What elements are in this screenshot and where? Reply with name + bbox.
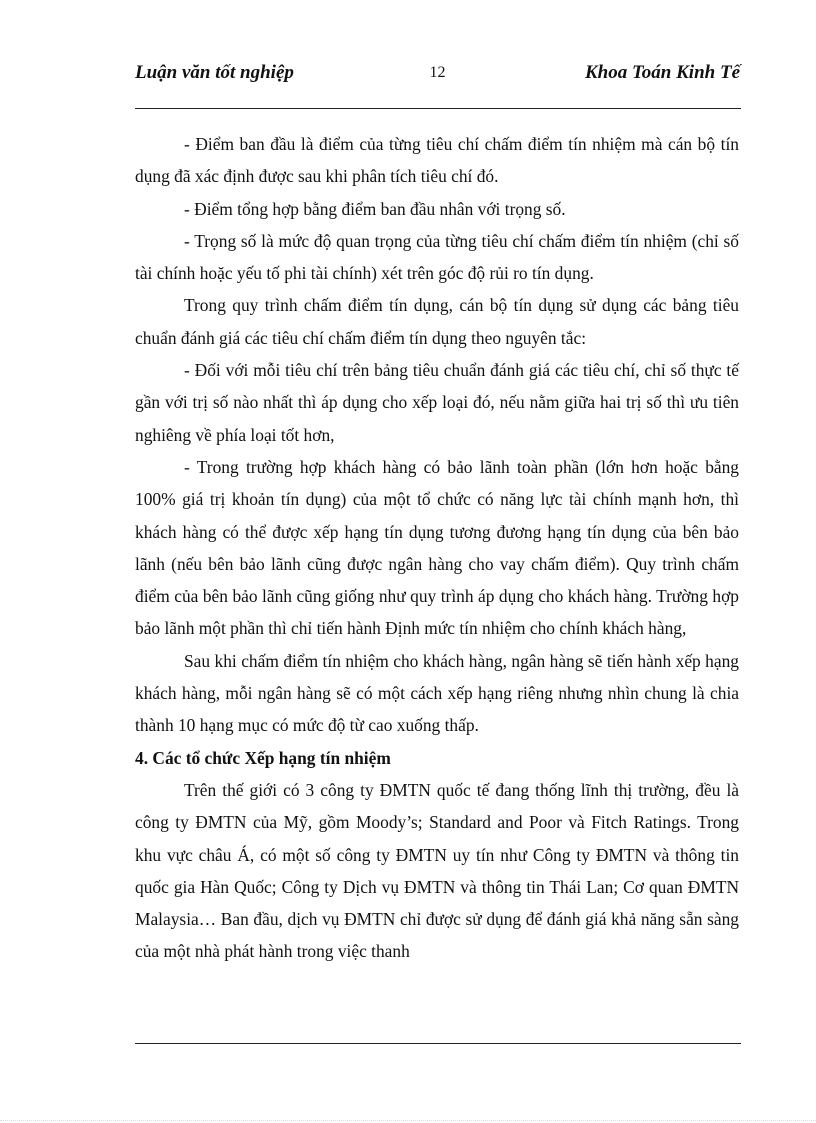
document-body [135,128,739,968]
paragraph: Trong quy trình chấm điểm tín dụng, cán bộ tín dụng sử dụng các bảng tiêu chuẩn đánh giá các tiêu chí chấm điểm tín dụng theo nguyên tắc: [135,295,739,348]
paragraph: - Trong trường hợp khách hàng có bảo lãnh toàn phần (lớn hơn hoặc bằng 100% giá trị khoản tín dụng) của một tổ chức có năng lực tài chính mạnh hơn, thì khách hàng có thể được xếp hạng tín dụng tương đương hạng tín dụng của bên bảo lãnh (nếu bên bảo lãnh cũng được ngân hàng cho vay chấm điểm). Quy trình chấm điểm của bên bảo lãnh cũng giống như quy trình áp dụng cho khách hàng. Trường hợp bảo lãnh một phần thì chỉ tiến hành Định mức tín nhiệm cho chính khách hàng, [135,456,739,639]
paragraph: Sau khi chấm điểm tín nhiệm cho khách hàng, ngân hàng sẽ tiến hành xếp hạng khách hàng, mỗi ngân hàng sẽ có một cách xếp hạng riêng nhưng nhìn chung là chia thành 10 hạng mục có mức độ từ cao xuống thấp. [135,650,739,736]
page-number: 12 [429,64,446,81]
header-divider [135,108,741,109]
paragraph: - Đối với mỗi tiêu chí trên bảng tiêu chuẩn đánh giá các tiêu chí, chỉ số thực tế gần với trị số nào nhất thì áp dụng cho xếp loại đó, nếu nằm giữa hai trị số thì ưu tiên nghiêng về phía loại tốt hơn, [135,360,739,445]
paragraph: - Trọng số là mức độ quan trọng của từng tiêu chí chấm điểm tín nhiệm (chỉ số tài chính hoặc yếu tố phi tài chính) xét trên góc độ rủi ro tín dụng. [135,230,739,284]
paragraph: - Điểm tổng hợp bằng điểm ban đầu nhân với trọng số. [184,198,566,219]
header-faculty-name: Khoa Toán Kinh Tế [584,62,740,83]
header-thesis-title: Luận văn tốt nghiệp [135,62,294,83]
page-bottom-edge [0,1120,816,1121]
footer-divider [135,1043,741,1044]
paragraph: Trên thế giới có 3 công ty ĐMTN quốc tế đang thống lĩnh thị trường, đều là công ty ĐMTN của Mỹ, gồm Moody’s; Standard and Poor và Fitch Ratings. Trong khu vực châu Á, có một số công ty ĐMTN uy tín như Công ty ĐMTN và thông tin quốc gia Hàn Quốc; Công ty Dịch vụ ĐMTN và thông tin Thái Lan; Cơ quan ĐMTN Malaysia… Ban đầu, dịch vụ ĐMTN chỉ được sử dụng để đánh giá khả năng sẵn sàng của một nhà phát hành trong việc thanh [135,779,739,962]
section-heading: 4. Các tổ chức Xếp hạng tín nhiệm [135,747,391,768]
page-header [135,62,740,90]
paragraph: - Điểm ban đầu là điểm của từng tiêu chí chấm điểm tín nhiệm mà cán bộ tín dụng đã xác định được sau khi phân tích tiêu chí đó. [135,134,739,187]
